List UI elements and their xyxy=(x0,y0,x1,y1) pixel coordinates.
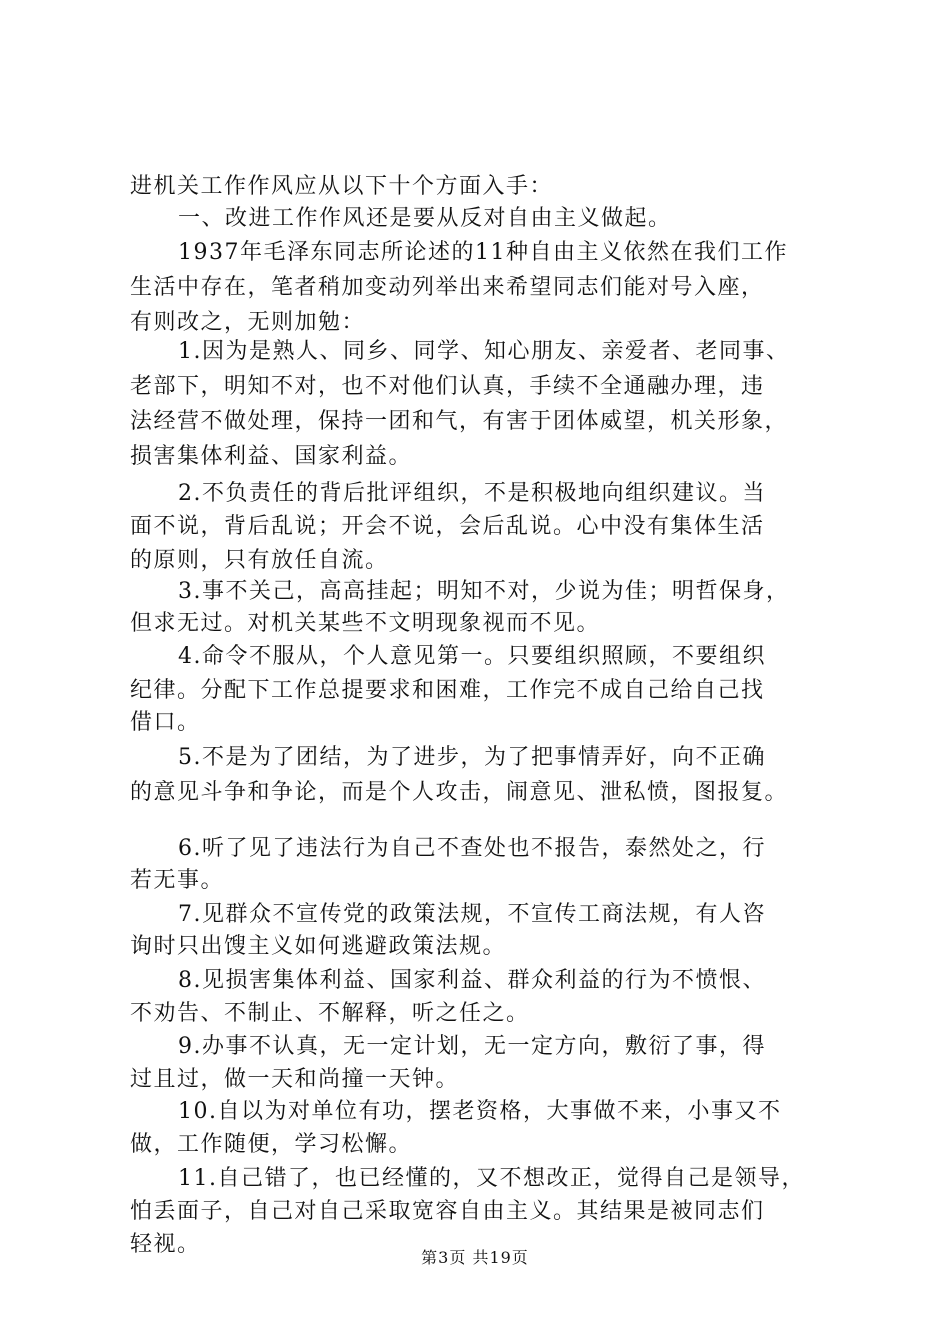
section-heading: 一、改进工作作风还是要从反对自由主义做起。 xyxy=(178,206,672,231)
text-line: 法经营不做处理，保持一团和气，有害于团体威望，机关形象， xyxy=(130,409,789,434)
text-line: 若无事。 xyxy=(130,868,225,893)
list-item-2: 2.不负责任的背后批评组织，不是积极地向组织建议。当 xyxy=(178,481,766,506)
list-item-1: 1.因为是熟人、同乡、同学、知心朋友、亲爱者、老同事、 xyxy=(178,339,790,364)
text-line: 的意见斗争和争论，而是个人攻击，闹意见、泄私愤，图报复。 xyxy=(130,780,789,805)
text-line: 有则改之，无则加勉： xyxy=(130,310,366,335)
page-number: 第3页 共19页 xyxy=(421,1248,529,1267)
text-line: 生活中存在，笔者稍加变动列举出来希望同志们能对号入座， xyxy=(130,275,765,300)
text-line: 老部下，明知不对，也不对他们认真，手续不全通融办理，违 xyxy=(130,374,765,399)
text-line: 但求无过。对机关某些不文明现象视而不见。 xyxy=(130,611,601,636)
text-line: 1937年毛泽东同志所论述的11种自由主义依然在我们工作 xyxy=(178,240,788,265)
text-line: 借口。 xyxy=(130,710,201,735)
list-item-10: 10.自以为对单位有功，摆老资格，大事做不来，小事又不 xyxy=(178,1099,782,1124)
text-line: 做，工作随便，学习松懈。 xyxy=(130,1132,413,1157)
list-item-9: 9.办事不认真，无一定计划，无一定方向，敷衍了事，得 xyxy=(178,1034,766,1059)
list-item-7: 7.见群众不宣传党的政策法规，不宣传工商法规，有人咨 xyxy=(178,902,766,927)
text-line: 的原则，只有放任自流。 xyxy=(130,548,389,573)
list-item-11: 11.自己错了，也已经懂的，又不想改正，觉得自己是领导， xyxy=(178,1166,805,1191)
list-item-5: 5.不是为了团结，为了进步，为了把事情弄好，向不正确 xyxy=(178,745,766,770)
text-line: 怕丢面子，自己对自己采取宽容自由主义。其结果是被同志们 xyxy=(130,1199,765,1224)
list-item-6: 6.听了见了违法行为自己不查处也不报告，泰然处之，行 xyxy=(178,836,766,861)
list-item-3: 3.事不关己，高高挂起；明知不对，少说为佳；明哲保身， xyxy=(178,579,790,604)
text-line: 过且过，做一天和尚撞一天钟。 xyxy=(130,1067,460,1092)
text-line: 轻视。 xyxy=(130,1232,201,1257)
text-line: 纪律。分配下工作总提要求和困难，工作完不成自己给自己找 xyxy=(130,678,765,703)
text-line: 损害集体利益、国家利益。 xyxy=(130,444,413,469)
list-item-4: 4.命令不服从，个人意见第一。只要组织照顾，不要组织 xyxy=(178,644,766,669)
list-item-8: 8.见损害集体利益、国家利益、群众利益的行为不愤恨、 xyxy=(178,968,766,993)
text-line: 不劝告、不制止、不解释，听之任之。 xyxy=(130,1001,530,1026)
text-line: 进机关工作作风应从以下十个方面入手： xyxy=(130,174,554,199)
text-line: 询时只出馊主义如何逃避政策法规。 xyxy=(130,934,507,959)
text-line: 面不说，背后乱说；开会不说，会后乱说。心中没有集体生活 xyxy=(130,514,765,539)
